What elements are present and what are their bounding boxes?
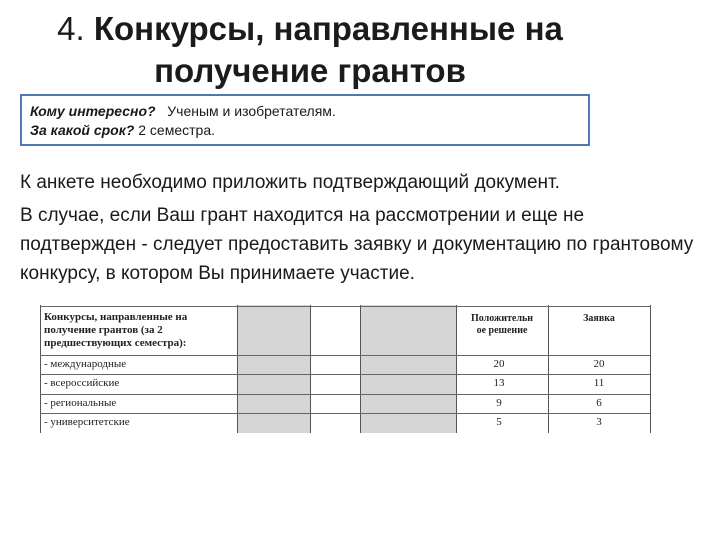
info-question-who: Кому интересно? bbox=[30, 103, 156, 119]
scanned-table bbox=[36, 305, 654, 433]
info-answer-term: 2 семестра. bbox=[138, 122, 215, 138]
table-cell-application: 3 bbox=[596, 416, 602, 428]
info-question-term: За какой срок? bbox=[30, 122, 135, 138]
table-row-divider bbox=[40, 355, 650, 356]
table-row-label: - международные bbox=[44, 358, 127, 370]
table-cell-application: 20 bbox=[593, 358, 605, 370]
title-line-1: Конкурсы, направленные на bbox=[93, 10, 563, 47]
table-header: Конкурсы, направленные на получение грантов (за 2 предшествующих семестра): bbox=[44, 311, 188, 349]
table-row-divider bbox=[40, 394, 650, 395]
table-col-header-application: Заявка bbox=[583, 313, 615, 324]
table-cell-positive: 9 bbox=[496, 397, 502, 409]
info-box bbox=[20, 94, 590, 146]
table-row-label: - университетские bbox=[44, 416, 130, 428]
title-number: 4. bbox=[57, 10, 85, 47]
table-cell-positive: 5 bbox=[496, 416, 502, 428]
info-row-term bbox=[30, 121, 580, 140]
slide-title bbox=[0, 8, 620, 92]
body-paragraph-1: К анкете необходимо приложить подтверждающий документ. bbox=[20, 172, 560, 193]
table-cell-application: 6 bbox=[596, 397, 602, 409]
info-answer-who: Ученым и изобретателям. bbox=[167, 103, 336, 119]
table-row-divider bbox=[40, 374, 650, 375]
table-col-header-positive: Положительн ое решение bbox=[470, 313, 534, 336]
table-cell-positive: 13 bbox=[493, 377, 505, 389]
info-row-who bbox=[30, 102, 580, 121]
table-border-top bbox=[40, 306, 650, 307]
table-cell-positive: 20 bbox=[493, 358, 505, 370]
table-row-divider bbox=[40, 413, 650, 414]
body-text bbox=[20, 168, 700, 288]
title-line-2: получение грантов bbox=[154, 52, 466, 89]
table-cell-application: 11 bbox=[593, 377, 605, 389]
table-row-label: - региональные bbox=[44, 397, 117, 409]
table-row-label: - всероссийские bbox=[44, 377, 120, 389]
table-border-right bbox=[650, 305, 651, 433]
body-paragraph-2: В случае, если Ваш грант находится на рассмотрении и еще не подтвержден - следует предоставить заявку и документацию по грантовому конкурсу, в котором Вы принимаете участие. bbox=[20, 205, 694, 284]
